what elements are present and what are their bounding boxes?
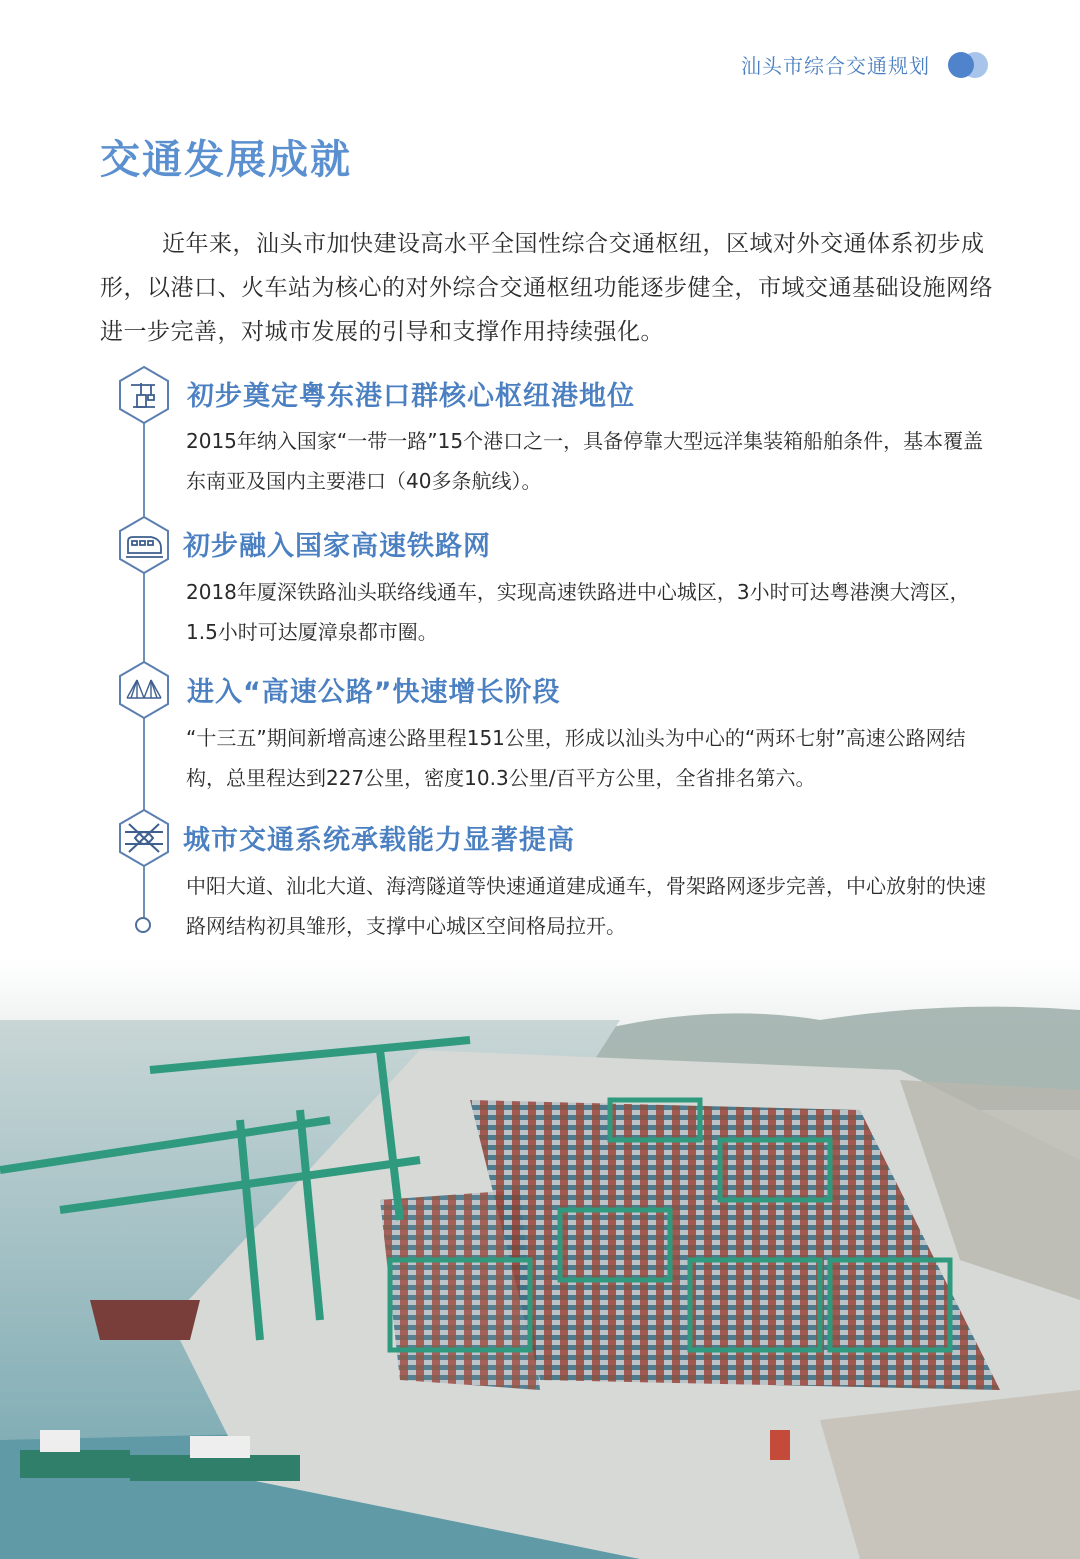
item-title-urban-traffic: 城市交通系统承载能力显著提高: [183, 825, 575, 856]
item-text-highway: “十三五”期间新增高速公路里程151公里，形成以汕头为中心的“两环七射”高速公路网结构，总里程达到227公里，密度10.3公里/百平方公里，全省排名第六。: [186, 726, 966, 790]
item-title-highway: 进入“高速公路”快速增长阶段: [187, 677, 561, 708]
high-speed-train-icon: [117, 515, 171, 575]
item-text-urban-traffic: 中阳大道、汕北大道、海湾隧道等快速通道建成通车，骨架路网逐步完善，中心放射的快速路网结构初具雏形，支撑中心城区空间格局拉开。: [186, 874, 986, 938]
intro-paragraph: 近年来，汕头市加快建设高水平全国性综合交通枢纽，区域对外交通体系初步成形，以港口、火车站为核心的对外综合交通枢纽功能逐步健全，市域交通基础设施网络进一步完善，对城市发展的引导和支撑作用持续强化。: [100, 231, 993, 345]
road-interchange-icon: [117, 808, 171, 868]
item-title-port: 初步奠定粤东港口群核心枢纽港地位: [187, 381, 635, 412]
item-title-railway: 初步融入国家高速铁路网: [183, 531, 491, 562]
timeline-end-dot: [135, 917, 151, 933]
item-text-railway: 2018年厦深铁路汕头联络线通车，实现高速铁路进中心城区，3小时可达粤港澳大湾区，1.5小时可达厦漳泉都市圈。: [186, 580, 970, 644]
item-text-port: 2015年纳入国家“一带一路”15个港口之一，具备停靠大型远洋集装箱船舶条件，基本覆盖东南亚及国内主要港口（40多条航线）。: [186, 429, 984, 493]
port-crane-icon: [117, 365, 171, 425]
bridge-icon: [117, 660, 171, 720]
header-dots-icon: [945, 50, 991, 80]
container-port-photo: [0, 960, 1080, 1559]
document-header-title: 汕头市综合交通规划: [741, 54, 930, 78]
page-title: 交通发展成就: [100, 137, 352, 183]
